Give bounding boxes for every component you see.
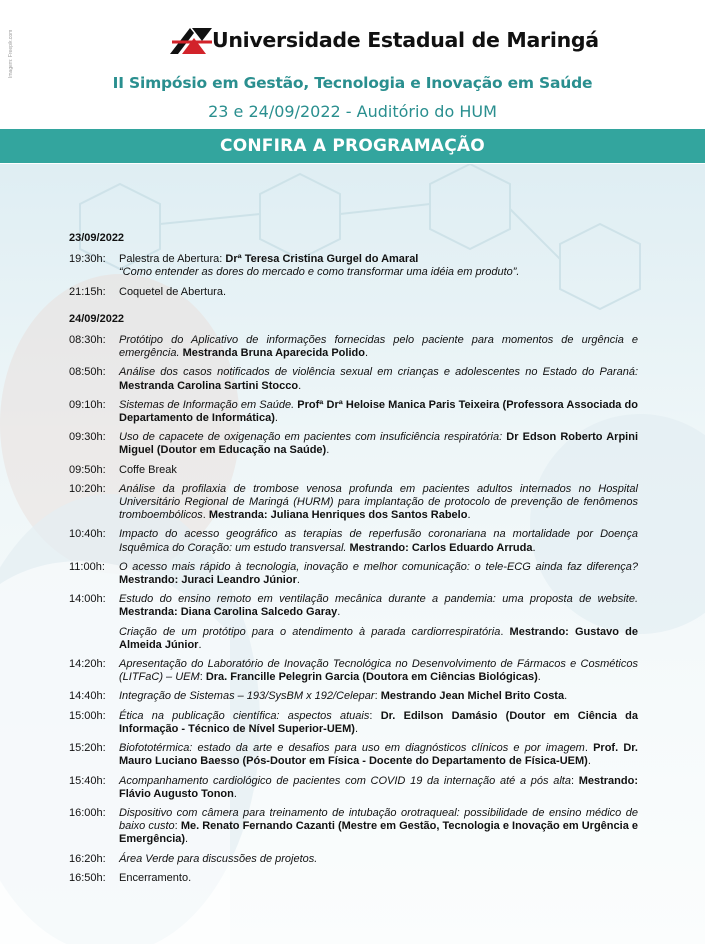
talk-quote: “Como entender as dores do mercado e como transformar uma idéia em produto”. (119, 266, 520, 279)
schedule-description (119, 464, 638, 477)
schedule-item (69, 334, 638, 360)
image-credit: Imagem: Freepik.com (8, 29, 14, 78)
schedule-time: 15:40h: (69, 774, 106, 787)
speaker-name: Mestrando: Carlos Eduardo Arruda (349, 541, 533, 554)
speaker-name: Dr Edson Roberto Arpini Miguel (Doutor em Educação na Saúde) (119, 431, 639, 457)
banner-title: CONFIRA A PROGRAMAÇÃO (220, 136, 485, 156)
schedule-time: 08:50h: (69, 366, 106, 379)
schedule-time: 09:10h: (69, 398, 106, 411)
punctuation: . (326, 444, 330, 457)
speaker-name: Mestranda: Diana Carolina Salcedo Garay (119, 606, 338, 619)
item-text: Coquetel de Abertura. (119, 285, 227, 298)
speaker-name: Mestranda Carolina Sartini Stocco (119, 379, 299, 392)
schedule-description (119, 658, 638, 684)
schedule-item (69, 710, 638, 736)
schedule-item (69, 658, 638, 684)
schedule-item (69, 690, 638, 703)
separator: . (500, 625, 510, 638)
schedule-time: 16:20h: (69, 852, 106, 865)
talk-title: O acesso mais rápido à tecnologia, inovação e melhor comunicação: o tele-ECG ainda faz diferença? (119, 560, 638, 573)
talk-title: Ética na publicação científica: aspectos atuais (119, 709, 370, 722)
item-text: Encerramento. (119, 871, 192, 884)
schedule-item (69, 483, 638, 523)
day-date: 24/09/2022 (69, 312, 125, 325)
talk-title: Acompanhamento cardiológico de pacientes com COVID 19 da internação até a pós alta (119, 774, 571, 787)
schedule-description (119, 399, 638, 425)
punctuation: . (364, 347, 369, 360)
punctuation: . (537, 671, 541, 684)
separator: . (584, 742, 594, 755)
talk-title: Impacto do acesso geográfico as terapias de reperfusão coronariana na mortalidade por Doença Isquêmica do Coração: um estudo transversal. (119, 528, 638, 554)
item-text: Coffe Break (119, 463, 177, 476)
separator: : (369, 709, 381, 722)
schedule-item (69, 286, 638, 299)
schedule-description (119, 528, 638, 554)
punctuation: . (354, 722, 358, 735)
separator: . (202, 509, 209, 522)
talk-title: Sistemas de Informação em Saúde. (119, 398, 298, 411)
punctuation: . (274, 412, 278, 425)
day1-schedule (69, 253, 638, 299)
schedule-description (119, 853, 638, 866)
schedule-time: 09:50h: (69, 463, 106, 476)
schedule-item (69, 253, 638, 279)
punctuation: . (337, 606, 341, 619)
schedule-description (119, 483, 638, 523)
day-date: 23/09/2022 (69, 232, 125, 244)
day2-schedule (69, 334, 638, 885)
schedule-description (119, 807, 638, 847)
schedule-time: 19:30h: (69, 253, 106, 266)
punctuation: . (467, 509, 471, 522)
schedule-item (69, 775, 638, 801)
punctuation: . (198, 638, 202, 651)
schedule-description (119, 593, 638, 619)
talk-title: Integração de Sistemas – 193/SysBM x 192/Celepar (119, 690, 375, 703)
schedule-description (119, 286, 638, 299)
schedule-time: 14:00h: (69, 593, 106, 606)
speaker-name: Profª Drª Heloise Manica Paris Teixeira (Professora Associada do Departamento de Informática) (119, 398, 638, 425)
speaker-name: Mestrando: Flávio Augusto Tonon (119, 774, 638, 800)
speaker-name: Mestrando Jean Michel Brito Costa (380, 690, 565, 703)
schedule-description (119, 742, 638, 768)
program-banner (0, 129, 705, 163)
talk-title: Análise da profilaxia de trombose venosa profunda em pacientes adultos internados no Hospital Universitário Regional de Maringá (HURM) para implantação de protocolo de prevenção de fenômenos tromboembólicos (119, 482, 638, 522)
speaker-name: Mestrando: Gustavo de Almeida Júnior (119, 625, 638, 651)
speaker-name: Dra. Francille Pelegrin Garcia (Doutora em Ciências Biológicas) (205, 671, 538, 684)
schedule-description (119, 561, 638, 587)
talk-title: Dispositivo com câmera para treinamento de intubação orotraqueal: possibilidade de ensino médico de baixo custo (119, 806, 638, 833)
punctuation: . (532, 541, 536, 554)
schedule-time: 10:40h: (69, 528, 106, 541)
punctuation: . (587, 755, 591, 768)
schedule-item (69, 742, 638, 768)
schedule-time: 08:30h: (69, 334, 106, 347)
speaker-name: Drª Teresa Cristina Gurgel do Amaral (225, 253, 419, 266)
punctuation: . (564, 690, 568, 703)
schedule-time: 21:15h: (69, 285, 106, 298)
schedule-time: 15:00h: (69, 709, 106, 722)
schedule-time: 14:20h: (69, 658, 106, 671)
schedule-time: 09:30h: (69, 431, 106, 444)
schedule-description (119, 334, 638, 360)
separator: : (199, 671, 206, 684)
schedule-item (69, 872, 638, 885)
separator: : (174, 820, 181, 833)
uem-logo-icon (168, 24, 216, 58)
punctuation: . (233, 787, 237, 800)
punctuation: . (185, 833, 189, 846)
university-name: Universidade Estadual de Maringá (212, 28, 599, 52)
speaker-name: Me. Renato Fernando Cazanti (Mestre em Gestão, Tecnologia e Inovação em Urgência e Emergência) (119, 820, 638, 846)
schedule-time: 15:20h: (69, 742, 106, 755)
talk-title: Apresentação do Laboratório de Inovação Tecnológica no Desenvolvimento de Fármacos e Cosméticos (LITFaC) – UEM (119, 658, 638, 684)
talk-title: Análise dos casos notificados de violência sexual em crianças e adolescentes no Estado do Paraná: (119, 366, 638, 379)
header-logo (0, 22, 705, 62)
talk-title: Área Verde para discussões de projetos. (119, 852, 318, 865)
schedule-time: 16:00h: (69, 806, 106, 819)
schedule-description (119, 366, 638, 392)
schedule-item (69, 807, 638, 847)
schedule-item (69, 593, 638, 619)
schedule-time: 11:00h: (69, 560, 105, 573)
talk-title: Uso de capacete de oxigenação em pacientes com insuficiência respiratória: (119, 431, 507, 444)
speaker-name: Prof. Dr. Mauro Luciano Baesso (Pós-Doutor em Física - Docente do Departamento de Física-UEM) (119, 742, 638, 768)
punctuation: . (298, 379, 302, 392)
punctuation: . (296, 574, 300, 587)
schedule-description (119, 431, 638, 457)
speaker-name: Mestranda: Juliana Henriques dos Santos Rabelo (208, 509, 468, 522)
schedule-time: 14:40h: (69, 690, 106, 703)
speaker-name: Mestranda Bruna Aparecida Polido (182, 347, 365, 360)
talk-title: Estudo do ensino remoto em ventilação mecânica durante a pandemia: uma proposta de website. (119, 593, 638, 606)
schedule-time (69, 626, 119, 652)
event-title: II Simpósio em Gestão, Tecnologia e Inovação em Saúde (112, 74, 593, 92)
schedule-item (69, 853, 638, 866)
schedule-item (69, 431, 638, 457)
schedule-item (69, 561, 638, 587)
schedule-description (119, 690, 638, 703)
item-text: Palestra de Abertura: (119, 253, 226, 266)
schedule-description (119, 872, 638, 885)
schedule-description (119, 775, 638, 801)
talk-title: Biofototérmica: estado da arte e desafios para uso em diagnósticos clínicos e por imagem (119, 742, 585, 755)
schedule-item (69, 626, 638, 652)
talk-title: Protótipo do Aplicativo de informações fornecidas pelo paciente para momentos de urgência e emergência. (119, 334, 638, 360)
speaker-name: Dr. Edilson Damásio (Doutor em Ciência da Informação - Técnico de Nível Superior-UEM) (119, 709, 638, 735)
schedule-description (119, 710, 638, 736)
event-date-location: 23 e 24/09/2022 - Auditório do HUM (208, 102, 497, 121)
schedule-time: 16:50h: (69, 871, 106, 884)
schedule-item (69, 399, 638, 425)
schedule-time: 10:20h: (69, 482, 106, 495)
schedule-item (69, 366, 638, 392)
schedule (69, 232, 638, 891)
schedule-description (119, 626, 638, 652)
separator: : (374, 690, 381, 703)
schedule-item (69, 528, 638, 554)
schedule-item (69, 464, 638, 477)
talk-title: Criação de um protótipo para o atendimento à parada cardiorrespiratória (119, 625, 501, 638)
schedule-description (119, 253, 638, 279)
speaker-name: Mestrando: Juraci Leandro Júnior (119, 574, 297, 587)
separator: : (570, 774, 579, 787)
